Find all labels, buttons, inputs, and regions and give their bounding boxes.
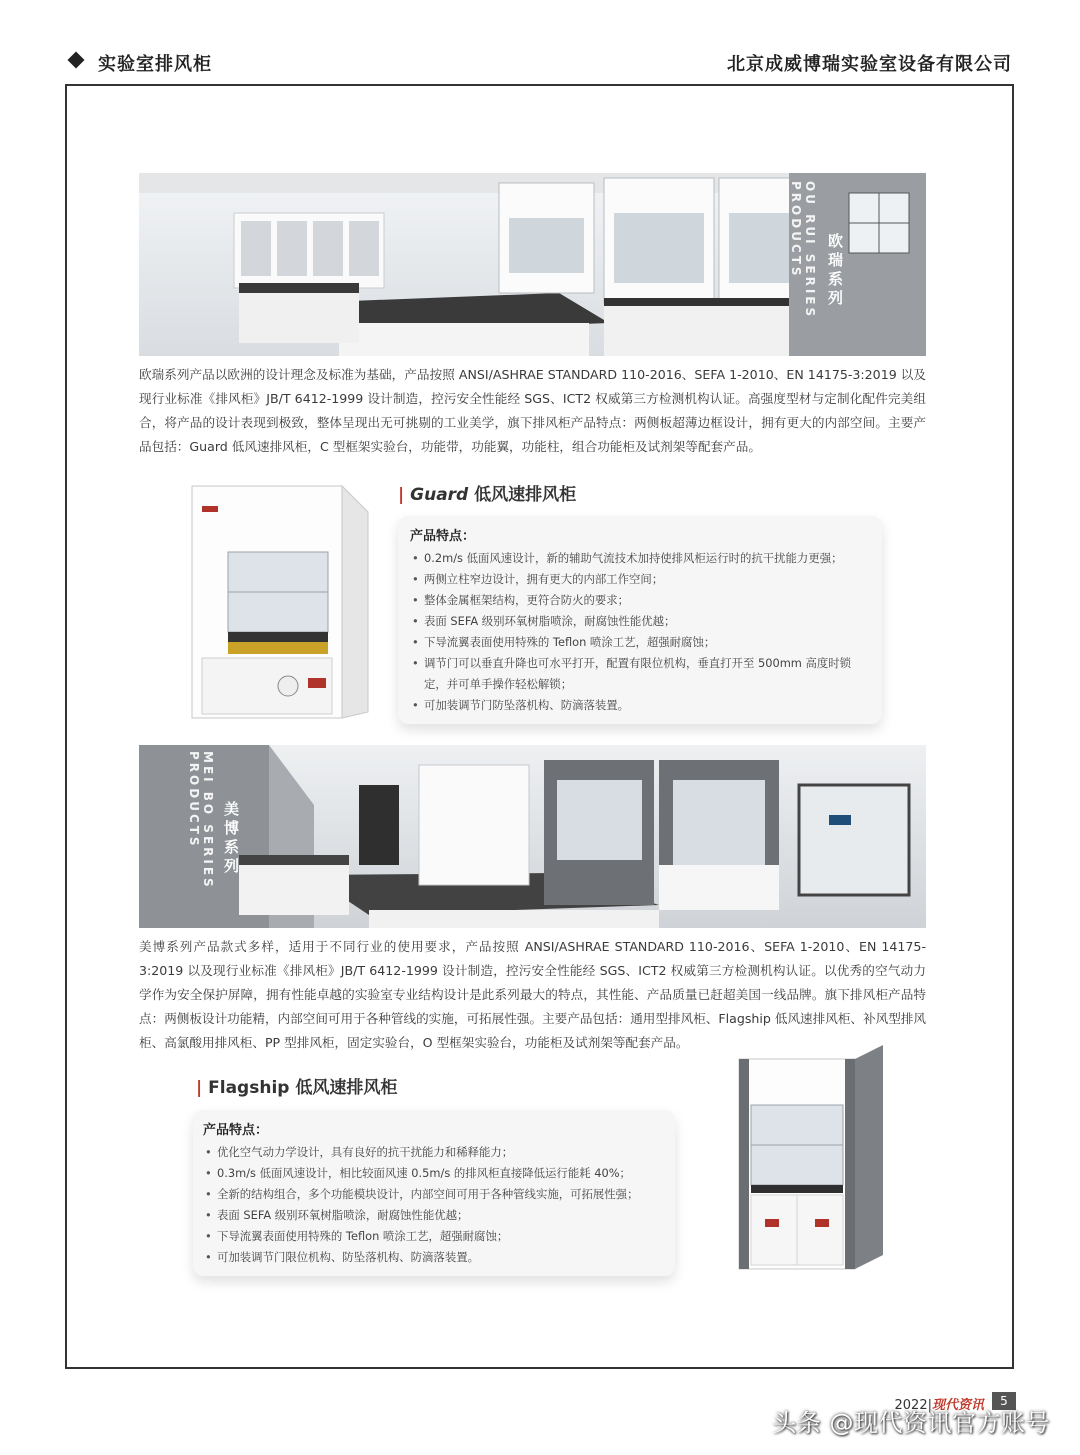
feature-item: • 可加装调节门限位机构、防坠落机构、防滴落装置。 (203, 1247, 663, 1268)
title-bar-icon: | (196, 1078, 203, 1098)
guard-features-list (410, 548, 870, 716)
feature-item: • 下导流翼表面使用特殊的 Teflon 喷涂工艺，超强耐腐蚀； (203, 1226, 663, 1247)
flagship-features-panel (193, 1110, 675, 1276)
guard-title-text: 低风速排风柜 (474, 485, 577, 505)
ourui-description: 欧瑞系列产品以欧洲的设计理念及标准为基础，产品按照 ANSI/ASHRAE STANDARD 110-2016、SEFA 1-2010、EN 14175-3:2019 以及现行业标准《排风柜》JB/T 6412-1999 设计制造，控污安全性能经 SGS、ICT2 权威第三方检测机构认证。高强度型材与定制化配件完美组合，将产品的设计表现到极致，整体呈现出无可挑剔的工业美学，旗下排风柜产品特点：两侧板超薄边框设计，拥有更大的内部空间。主要产品包括：Guard 低风速排风柜，C 型框架实验台，功能带，功能翼，功能柱，组合功能柜及试剂架等配套产品。 (139, 367, 926, 454)
guard-fume-hood-illustration (188, 482, 374, 722)
page-number: 5 (992, 1392, 1016, 1410)
feature-item: • 0.2m/s 低面风速设计，新的辅助气流技术加持使排风柜运行时的抗干扰能力更强； (410, 548, 870, 569)
feature-item: • 两侧立柱窄边设计，拥有更大的内部工作空间； (410, 569, 870, 590)
bullet-diamond-icon (68, 52, 85, 69)
footer-magazine: 现代资讯 (931, 1398, 984, 1413)
guard-features-heading: 产品特点： (410, 529, 476, 544)
meibo-label-cn: 美博系列 (222, 801, 240, 877)
meibo-lab-photo (139, 745, 926, 928)
flagship-fume-hood-illustration (735, 1045, 891, 1275)
guard-brand: Guard (410, 485, 469, 505)
meibo-label-en: MEI BO SERIES PRODUCTS (187, 751, 215, 890)
section-title: 实验室排风柜 (98, 54, 212, 75)
feature-item: • 表面 SEFA 级别环氧树脂喷涂，耐腐蚀性能优越； (203, 1205, 663, 1226)
title-bar-icon: | (398, 485, 405, 505)
flagship-title-text: 低风速排风柜 (295, 1078, 398, 1098)
guard-features-panel (398, 516, 882, 724)
meibo-lab-illustration (139, 745, 926, 928)
ourui-label-en: OU RUI SERIES PRODUCTS (789, 181, 817, 320)
flagship-title (196, 1073, 397, 1098)
feature-item: • 下导流翼表面使用特殊的 Teflon 喷涂工艺，超强耐腐蚀； (410, 632, 870, 653)
feature-item: • 优化空气动力学设计，具有良好的抗干扰能力和稀释能力； (203, 1142, 663, 1163)
flagship-features-list (203, 1142, 663, 1268)
feature-item: • 全新的结构组合，多个功能模块设计，内部空间可用于各种管线实施，可拓展性强； (203, 1184, 663, 1205)
feature-item: • 可加装调节门防坠落机构、防滴落装置。 (410, 695, 870, 716)
ourui-lab-photo (139, 173, 926, 356)
watermark: 头条 @现代资讯官方账号 (772, 1409, 1050, 1437)
footer-year: 2022 (894, 1398, 928, 1413)
feature-item: • 表面 SEFA 级别环氧树脂喷涂，耐腐蚀性能优越； (410, 611, 870, 632)
guard-title (398, 480, 576, 505)
feature-item: • 0.3m/s 低面风速设计，相比较面风速 0.5m/s 的排风柜直接降低运行能耗 40%； (203, 1163, 663, 1184)
company-name: 北京成威博瑞实验室设备有限公司 (727, 54, 1012, 75)
flagship-fume-hood-image (735, 1045, 891, 1275)
flagship-features-heading: 产品特点： (203, 1123, 269, 1138)
feature-item: • 整体金属框架结构，更符合防火的要求； (410, 590, 870, 611)
meibo-description: 美博系列产品款式多样，适用于不同行业的使用要求，产品按照 ANSI/ASHRAE STANDARD 110-2016、SEFA 1-2010、EN 14175-3:2019 以及现行业标准《排风柜》JB/T 6412-1999 设计制造，控污安全性能经 SGS、ICT2 权威第三方检测机构认证。以优秀的空气动力学作为安全保护屏障，拥有性能卓越的实验室专业结构设计是此系列最大的特点，其性能、产品质量已赶超美国一线品牌。旗下排风柜产品特点：两侧板设计功能精，内部空间可用于各种管线的实施，可拓展性强。主要产品包括：通用型排风柜、Flagship 低风速排风柜、补风型排风柜、高氯酸用排风柜、PP 型排风柜，固定实验台，O 型框架实验台，功能柜及试剂架等配套产品。 (139, 939, 926, 1050)
feature-item: • 调节门可以垂直升降也可水平打开，配置有限位机构，垂直打开至 500mm 高度时锁定，并可单手操作轻松解锁； (410, 653, 870, 695)
flagship-brand: Flagship (208, 1078, 290, 1098)
guard-fume-hood-image (188, 482, 374, 722)
ourui-label-cn: 欧瑞系列 (826, 233, 844, 309)
footer-issue: 2022|现代资讯 (894, 1398, 984, 1413)
